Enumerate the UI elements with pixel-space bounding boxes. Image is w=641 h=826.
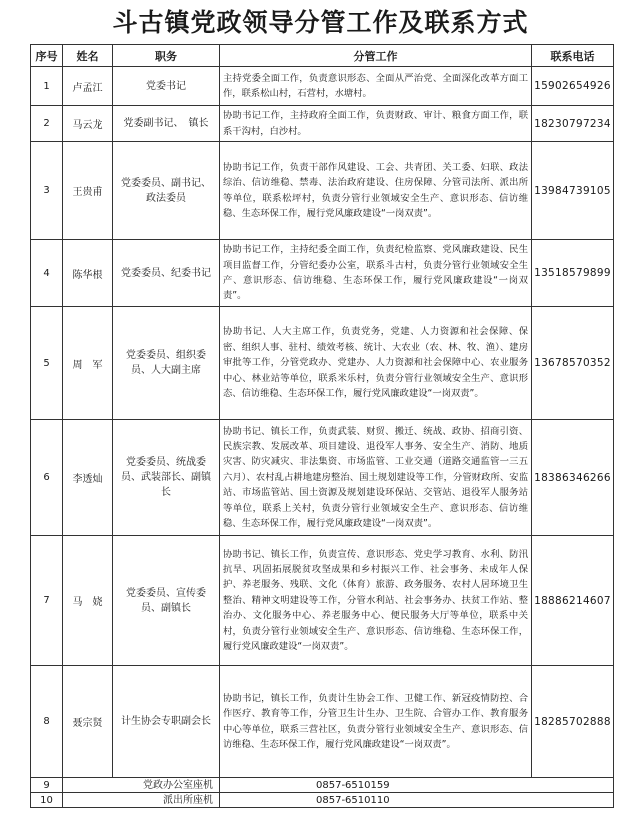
row-phone: 18386346266	[532, 420, 614, 536]
table-row	[31, 307, 614, 420]
row-name: 马云龙	[63, 106, 113, 142]
row-no: 9	[31, 778, 63, 793]
footer-label: 党政办公室座机	[63, 778, 220, 793]
row-position: 党委书记	[113, 67, 220, 106]
footer-label: 派出所座机	[63, 793, 220, 808]
table-row	[31, 778, 614, 793]
row-duties: 协助书记、镇长工作，负责武装、财贸、搬迁、统战、政协、招商引资、民族宗教、发展改革、项目建设、退役军人事务、安全生产、消防、地质灾害、防灾减灾、非法集资、市场监管、工业交通（道路交通监管一三五六月）、农村乱占耕地建房整治、国土规划建设等工作，分管财政所、安监站、市场监管站、国土资源及规划建设环保站、交管站、退役军人服务站等单位，联系上关村，负责分管行业领域安全生产、意识形态、信访维稳、生态环保工作，履行党风廉政建设“一岗双责”。	[220, 420, 532, 536]
row-name: 聂宗贤	[63, 666, 113, 778]
table-row	[31, 420, 614, 536]
row-position: 计生协会专职副会长	[113, 666, 220, 778]
row-name: 陈华根	[63, 240, 113, 307]
row-duties: 协助书记、人大主席工作，负责党务，党建、人力资源和社会保障、保密、组织人事、驻村、绩效考核、统计、大农业（农、林、牧、渔）、建房审批等工作，分管党政办、党建办、人力资源和社会保障中心、农业服务中心、林业站等单位，联系米乐村，负责分管行业领域安全生产、意识形态、信访维稳、生态环保工作，履行党风廉政建设“一岗双责”。	[220, 307, 532, 420]
header-duties: 分管工作	[220, 45, 532, 67]
leadership-table	[30, 44, 614, 808]
row-position: 党委委员、组织委员、人大副主席	[113, 307, 220, 420]
row-no: 5	[31, 307, 63, 420]
row-phone: 18886214607	[532, 536, 614, 666]
row-phone: 18285702888	[532, 666, 614, 778]
table-row	[31, 240, 614, 307]
row-phone: 13984739105	[532, 142, 614, 240]
header-position: 职务	[113, 45, 220, 67]
table-row	[31, 142, 614, 240]
row-no: 2	[31, 106, 63, 142]
row-position: 党委委员、统战委员、武装部长、副镇长	[113, 420, 220, 536]
table-header-row	[31, 45, 614, 67]
row-phone: 13678570352	[532, 307, 614, 420]
row-duties: 协助书记工作，负责干部作风建设、工会、共青团、关工委、妇联、政法综治、信访维稳、禁毒、法治政府建设、住房保障、分管司法所、派出所等单位，联系松坪村，负责分管行业领域安全生产、意识形态、信访维稳、生态环保工作，履行党风廉政建设“一岗双责”。	[220, 142, 532, 240]
table-row	[31, 666, 614, 778]
row-no: 7	[31, 536, 63, 666]
row-phone: 13518579899	[532, 240, 614, 307]
row-no: 4	[31, 240, 63, 307]
row-phone: 18230797234	[532, 106, 614, 142]
table-row	[31, 106, 614, 142]
table-row	[31, 536, 614, 666]
footer-phone: 0857-6510159	[220, 778, 614, 793]
header-name: 姓名	[63, 45, 113, 67]
row-no: 6	[31, 420, 63, 536]
row-duties: 协助书记，镇长工作，负责计生协会工作、卫健工作、新冠疫情防控、合作医疗、教育等工作，分管卫生计生办、卫生院、合管办工作、教育服务中心等单位，联系三营社区，负责分管行业领域安全生产、意识形态、信访维稳、生态环保工作，履行党风廉政建设“一岗双责”。	[220, 666, 532, 778]
row-phone: 15902654926	[532, 67, 614, 106]
row-no: 10	[31, 793, 63, 808]
row-name: 李透灿	[63, 420, 113, 536]
row-duties: 协助书记、镇长工作，负责宣传、意识形态、党史学习教育、水利、防汛抗旱、巩固拓展脱贫攻坚成果和乡村振兴工作、社会事务、未成年人保护、养老服务、残联、文化（体育）旅游、政务服务、农村人居环境卫生整治、精神文明建设等工作，分管水利站、社会事务办、扶贫工作站、整治办、文化服务中心、养老服务中心、便民服务大厅等单位，联系中关村，负责分管行业领域安全生产、意识形态、信访维稳、生态环保工作，履行党风廉政建设“一岗双责”。	[220, 536, 532, 666]
row-name: 马 娆	[63, 536, 113, 666]
row-position: 党委委员、宣传委员、副镇长	[113, 536, 220, 666]
row-no: 8	[31, 666, 63, 778]
row-position: 党委委员、副书记、政法委员	[113, 142, 220, 240]
document-title: 斗古镇党政领导分管工作及联系方式	[112, 8, 529, 37]
row-name: 王贵甫	[63, 142, 113, 240]
table-row	[31, 67, 614, 106]
row-duties: 协助书记工作，主持纪委全面工作，负责纪检监察、党风廉政建设、民生项目监督工作，分管纪委办公室，联系斗古村，负责分管行业领域安全生产、意识形态、信访维稳、生态环保工作，履行党风廉政建设“一岗双责”。	[220, 240, 532, 307]
table-row	[31, 793, 614, 808]
row-no: 3	[31, 142, 63, 240]
header-no: 序号	[31, 45, 63, 67]
row-name: 周 军	[63, 307, 113, 420]
row-position: 党委副书记、 镇长	[113, 106, 220, 142]
row-no: 1	[31, 67, 63, 106]
footer-phone: 0857-6510110	[220, 793, 614, 808]
row-position: 党委委员、纪委书记	[113, 240, 220, 307]
row-duties: 协助书记工作，主持政府全面工作，负责财政、审计、粮食方面工作，联系干沟村，白沙村。	[220, 106, 532, 142]
row-name: 卢孟江	[63, 67, 113, 106]
row-duties: 主持党委全面工作，负责意识形态、全面从严治党、全面深化改革方面工作，联系松山村，石营村，水塘村。	[220, 67, 532, 106]
header-phone: 联系电话	[532, 45, 614, 67]
